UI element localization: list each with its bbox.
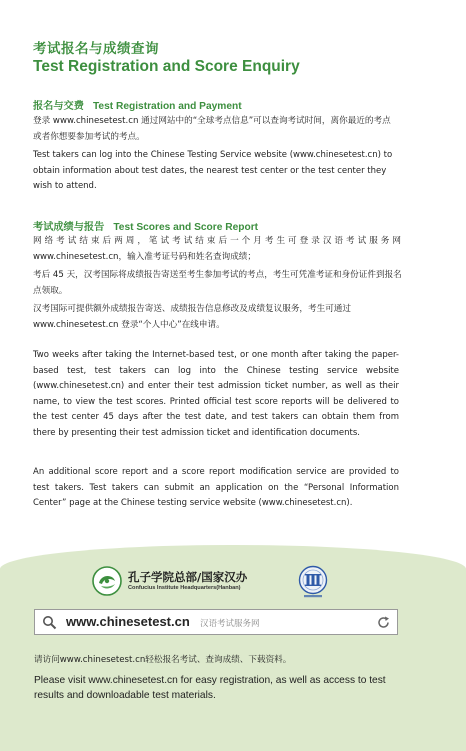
scores-text-cn-1: 网络考试结束后两周，笔试考试结束后一个月考生可登录汉语考试服务网 www.chinesetest.cn，输入准考证号码和姓名查询成绩；: [33, 236, 401, 262]
refresh-icon[interactable]: [376, 615, 391, 630]
visit-text-cn: 请访问www.chinesetest.cn轻松报名考试、查询成绩、下载资料。: [34, 655, 292, 665]
registration-heading-cn: 报名与交费: [33, 101, 84, 112]
registration-heading: [33, 97, 242, 112]
scores-text-en-2: An additional score report and a score report modification service are provided to test takers. Test takers can submit an application on the “Personal Information Center” page at the Chinese testing service website (www.chinesetest.cn).: [33, 467, 399, 509]
search-site-name: 汉语考试服务网: [200, 619, 260, 629]
scores-text-cn-2: 考后 45 天，汉考国际将成绩报告寄送至考生参加考试的考点，考生可凭准考证和身份证件到报名点领取。: [33, 270, 402, 296]
registration-text-en: Test takers can log into the Chinese Testing Service website (www.chinesetest.cn) to obtain information about test dates, the nearest test center or the test center they wish to attend.: [33, 150, 393, 192]
website-search-bar[interactable]: [34, 609, 398, 635]
search-icon: [42, 615, 57, 630]
scores-text-cn-3: 汉考国际可提供额外成绩报告寄送、成绩报告信息修改及成绩复议服务，考生可通过 www.chinesetest.cn 登录“个人中心”在线申请。: [33, 304, 351, 330]
visit-text-en: Please visit www.chinesetest.cn for easy registration, as well as access to test results and downloadable test materials.: [34, 675, 386, 701]
logo-text-en: Confucius Institute Headquarters(Hanban): [128, 585, 241, 591]
search-url-text[interactable]: www.chinesetest.cn: [66, 614, 190, 629]
page-title-chinese: 考试报名与成绩查询: [33, 41, 159, 57]
scores-text-en-1: Two weeks after taking the Internet-based test, or one month after taking the paper-based test, test takers can log into the Chinese testing service website (www.chinesetest.cn) and enter their test admission ticket number, as well as their name, to view the test scores. Printed official test score reports will be delivered to the test center 45 days after the test date, and test takers can obtain them from there by presenting their test admission ticket and identification documents.: [33, 350, 399, 438]
chinese-testing-emblem-icon: [298, 565, 328, 599]
registration-text-cn: 登录 www.chinesetest.cn 通过网站中的“全球考点信息”可以查询考试时间，离你最近的考点或者你想要参加考试的考点。: [33, 116, 391, 142]
scores-heading-en: Test Scores and Score Report: [113, 222, 259, 233]
confucius-institute-logo-icon: [92, 566, 122, 596]
logo-text-cn: 孔子学院总部/国家汉办: [128, 570, 248, 584]
page-title-english: Test Registration and Score Enquiry: [33, 58, 300, 75]
registration-heading-en: Test Registration and Payment: [92, 101, 242, 112]
scores-heading: [33, 218, 258, 233]
scores-heading-cn: 考试成绩与报告: [33, 222, 105, 233]
